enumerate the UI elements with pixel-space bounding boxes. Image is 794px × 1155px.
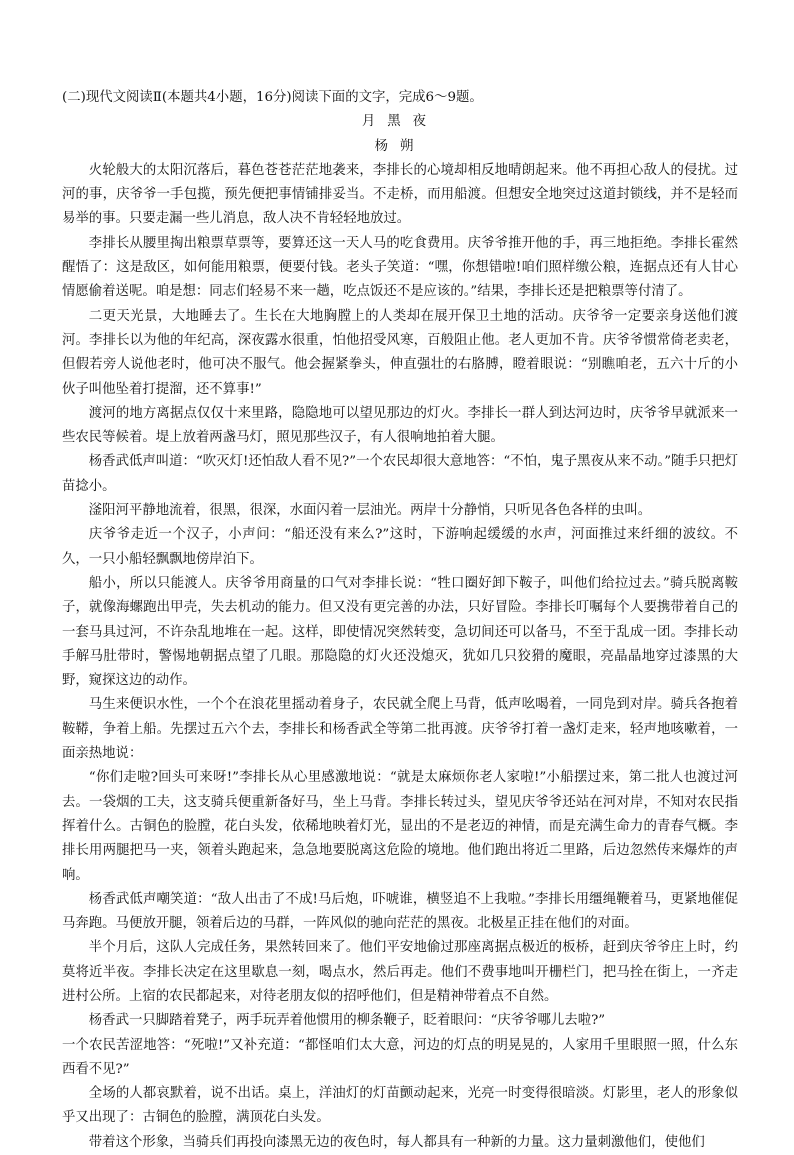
paragraph: 杨香武低声嘲笑道：“敌人出击了不成!马后炮，吓唬谁，横竖追不上我啦。”李排长用缰绳鞭着马，更紧地催促马奔跑。马便放开腿，领着后边的马群，一阵风似的驰向茫茫的黑夜。北极星正挂在他们的对面。	[62, 891, 738, 932]
paragraph: 庆爷爷走近一个汉子，小声问：“船还没有来么?”这时，下游响起缓缓的水声，河面推过来纤细的波纹。不久，一只小船轻飘飘地傍岸泊下。	[62, 527, 738, 567]
question-heading: (二)现代文阅读Ⅱ(本题共4小题，16分)阅读下面的文字，完成6～9题。	[62, 90, 483, 105]
paragraph: 一个农民苦涩地答：“死啦!”又补充道：“都怪咱们太大意，河边的灯点的明晃晃的，人家用千里眼照一照，什么东西看不见?”	[62, 1037, 738, 1077]
paragraph: 带着这个形象，当骑兵们再投向漆黑无边的夜色时，每人都具有一种新的力量。这力量刺激他们，使他们	[88, 1134, 705, 1150]
paragraph: 全场的人都哀默着，说不出话。桌上，洋油灯的灯苗颤动起来，光亮一时变得很暗淡。灯影里，老人的形象似乎又出现了：古铜色的脸膛，满顶花白头发。	[62, 1086, 738, 1126]
paragraph: 半个月后，这队人完成任务，果然转回来了。他们平安地偷过那座离据点极近的板桥，赶到庆爷爷庄上时，约莫将近半夜。李排长决定在这里歇息一刻，喝点水，然后再走。他们不费事地叫开栅栏门，把马拴在街上，一齐走进村公所。上宿的农民都起来，对待老朋友似的招呼他们，但是精神带着点不自然。	[62, 940, 738, 1004]
paragraph: 杨香武低声叫道：“吹灭灯!还怕敌人看不见?”一个农民却很大意地答：“不怕，鬼子黑夜从来不动。”随手只把灯苗捻小。	[62, 454, 739, 494]
paragraph: 马生来便识水性，一个个在浪花里摇动着身子，农民就全爬上马背，低声吆喝着，一同凫到对岸。骑兵各抱着鞍鞯，争着上船。先摆过五六个去，李排长和杨香武全等第二批再渡。庆爷爷打着一盏灯走来，轻声地咳嗽着，一面亲热地说：	[62, 697, 738, 762]
paragraph: 二更天光景，大地睡去了。生长在大地胸膛上的人类却在展开保卫土地的活动。庆爷爷一定要亲身送他们渡河。李排长以为他的年纪高，深夜露水很重，怕他招受风寒，百般阻止他。老人更加不肯。庆爷爷惯常倚老卖老，但假若旁人说他老时，他可决不服气。他会握紧拳头，伸直强壮的右胳膊，瞪着眼说：“别瞧咱老，五六十斤的小伙子叫他坠着打提溜，还不算事!”	[62, 308, 738, 397]
paragraph: “你们走啦?回头可来呀!”李排长从心里感激地说：“就是太麻烦你老人家啦!”小船摆过来，第二批人也渡过河去。一袋烟的工夫，这支骑兵便重新备好马，坐上马背。李排长转过头，望见庆爷爷还站在河对岸，不知对农民指挥着什么。古铜色的脸膛，花白头发，依稀地映着灯光，显出的不是老迈的神情，而是充满生命力的青春气概。李排长用两腿把马一夹，领着头跑起来，急急地要脱离这危险的境地。他们跑出将近二里路，后边忽然传来爆炸的声响。	[62, 770, 738, 883]
document-page	[62, 86, 738, 1155]
paragraph: 杨香武一只脚踏着凳子，两手玩弄着他惯用的柳条鞭子，眨着眼问：“庆爷爷哪儿去啦?”	[88, 1013, 606, 1029]
paragraph: 火轮般大的太阳沉落后，暮色苍苍茫茫地袭来，李排长的心境却相反地晴朗起来。他不再担心敌人的侵扰。过河的事，庆爷爷一手包揽，预先便把事情铺排妥当。不走桥，而用船渡。但想安全地突过这道封锁线，并不是轻而易举的事。只要走漏一些儿消息，敌人决不肯轻轻地放过。	[62, 162, 738, 227]
article-title: 月黑夜	[361, 114, 439, 130]
paragraph: 滏阳河平静地流着，很黑，很深，水面闪着一层油光。两岸十分静悄，只听见各色各样的虫叫。	[88, 503, 652, 519]
paragraph: 渡河的地方离据点仅仅十来里路，隐隐地可以望见那边的灯火。李排长一群人到达河边时，庆爷爷早就派来一些农民等候着。堤上放着两盏马灯，照见那些汉子，有人很响地拍着大腿。	[62, 405, 738, 446]
paragraph: 李排长从腰里掏出粮票草票等，要算还这一天人马的吃食费用。庆爷爷推开他的手，再三地拒绝。李排长霍然醒悟了：这是敌区，如何能用粮票，便要付钱。老头子笑道：“嘿，你想错啦!咱们照样缴公粮，连据点还有人甘心情愿偷着送呢。咱是想：同志们轻易不来一趟，吃点饭还不是应该的。”结果，李排长还是把粮票等付清了。	[62, 235, 738, 300]
article-author: 杨朔	[374, 138, 426, 154]
paragraph: 船小，所以只能渡人。庆爷爷用商量的口气对李排长说：“牲口圈好卸下鞍子，叫他们给拉过去。”骑兵脱离鞍子，就像海螺跑出甲壳，失去机动的能力。但又没有更完善的办法，只好冒险。李排长叮嘱每个人要携带着自己的一套马具过河，不许杂乱地堆在一起。这样，即使情况突然转变，急切间还可以备马，不至于乱成一团。李排长动手解马肚带时，警惕地朝据点望了几眼。那隐隐的灯火还没熄灭，犹如几只狡猾的魔眼，亮晶晶地穿过漆黑的大野，窥探这边的动作。	[62, 575, 738, 689]
